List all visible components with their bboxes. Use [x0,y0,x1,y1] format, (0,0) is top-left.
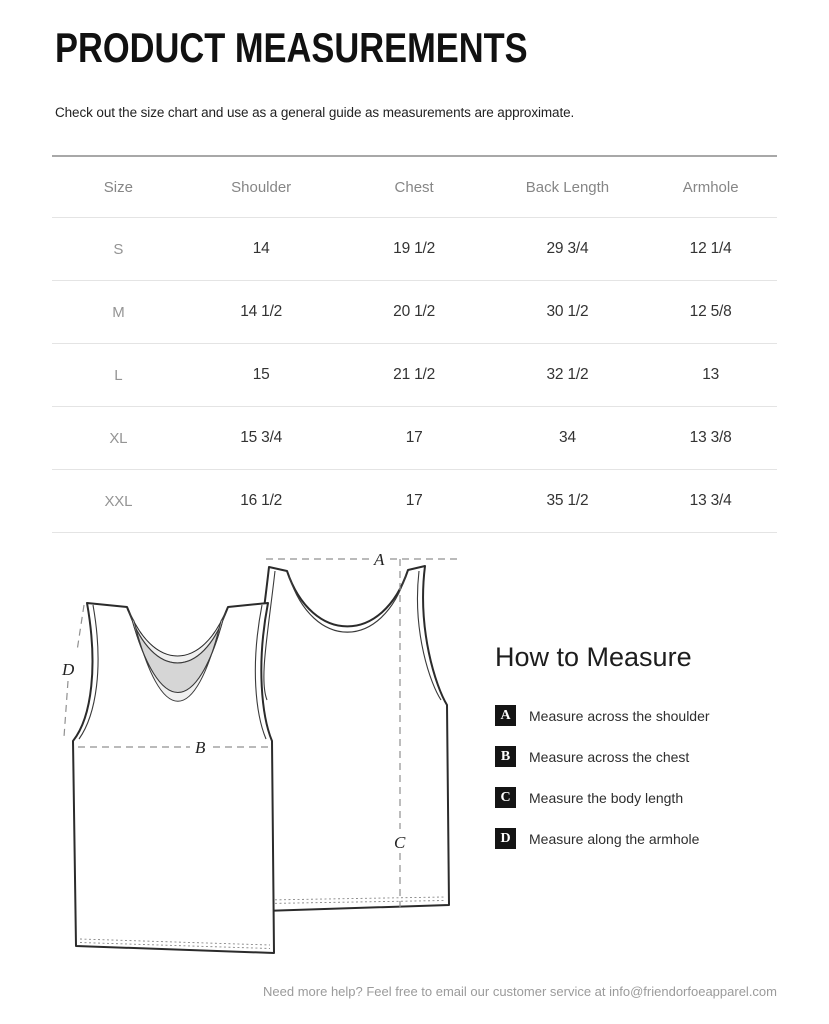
measure-item-text: Measure along the armhole [529,830,700,847]
page-subtitle: Check out the size chart and use as a general guide as measurements are approximate. [55,105,575,120]
measurement-value: 12 1/4 [689,240,732,257]
measurement-value: 16 1/2 [240,492,283,509]
table-row [52,470,777,533]
tank-top-measurement-diagram [40,545,480,975]
column-header-chest: Chest [394,178,434,196]
footer-help-text [263,984,777,999]
diagram-label-d: D [62,660,75,679]
measure-item-chest [495,746,710,767]
measure-item-shoulder [495,705,710,726]
measure-item-body-length [495,787,710,808]
measurement-value: 14 1/2 [240,303,283,320]
size-label: XL [109,429,128,447]
measurement-value: 19 1/2 [393,240,436,257]
diagram-label-a: A [374,550,385,569]
table-header-row [52,157,777,218]
measurement-value: 32 1/2 [546,366,589,383]
measurement-value: 20 1/2 [393,303,436,320]
page-title: PRODUCT MEASUREMENTS [55,24,528,71]
letter-badge-a: A [495,705,516,726]
table-row [52,344,777,407]
letter-badge-d: D [495,828,516,849]
measure-item-text: Measure the body length [529,789,684,806]
diagram-label-b: B [195,738,206,757]
measurement-value: 30 1/2 [546,303,589,320]
tank-front-illustration [257,566,449,911]
measurement-value: 34 [559,429,576,446]
table-row [52,407,777,470]
size-label: M [112,303,125,321]
measure-item-text: Measure across the shoulder [529,707,710,724]
measure-item-text: Measure across the chest [529,748,690,765]
footer-text: Need more help? Feel free to email our customer service at [263,984,610,999]
column-header-size: Size [103,178,133,196]
column-header-back-length: Back Length [525,178,610,196]
measurement-value: 29 3/4 [546,240,589,257]
letter-badge-b: B [495,746,516,767]
size-label: L [114,366,123,384]
size-chart-table [52,155,777,533]
table-row [52,218,777,281]
measurement-value: 13 3/4 [689,492,732,509]
column-header-armhole: Armhole [682,178,739,196]
measurement-value: 14 [252,240,270,257]
measurement-value: 17 [405,492,423,509]
measurement-value: 17 [405,429,423,446]
letter-badge-c: C [495,787,516,808]
table-row [52,281,777,344]
how-to-measure-heading: How to Measure [495,642,692,672]
diagram-label-c: C [394,833,406,852]
measurement-value: 15 3/4 [240,429,283,446]
customer-service-email-link[interactable]: info@friendorfoeapparel.com [609,984,777,999]
size-label: XXL [104,492,133,510]
how-to-measure-list [495,705,710,849]
measure-item-armhole [495,828,710,849]
measurement-value: 35 1/2 [546,492,589,509]
column-header-shoulder: Shoulder [231,178,292,196]
measurement-value: 21 1/2 [393,366,436,383]
measurement-value: 12 5/8 [689,303,732,320]
size-label: S [113,240,124,258]
measurement-value: 13 3/8 [689,429,732,446]
measurement-value: 13 [702,366,720,383]
measurement-value: 15 [252,366,270,383]
tank-back-illustration [73,603,274,953]
